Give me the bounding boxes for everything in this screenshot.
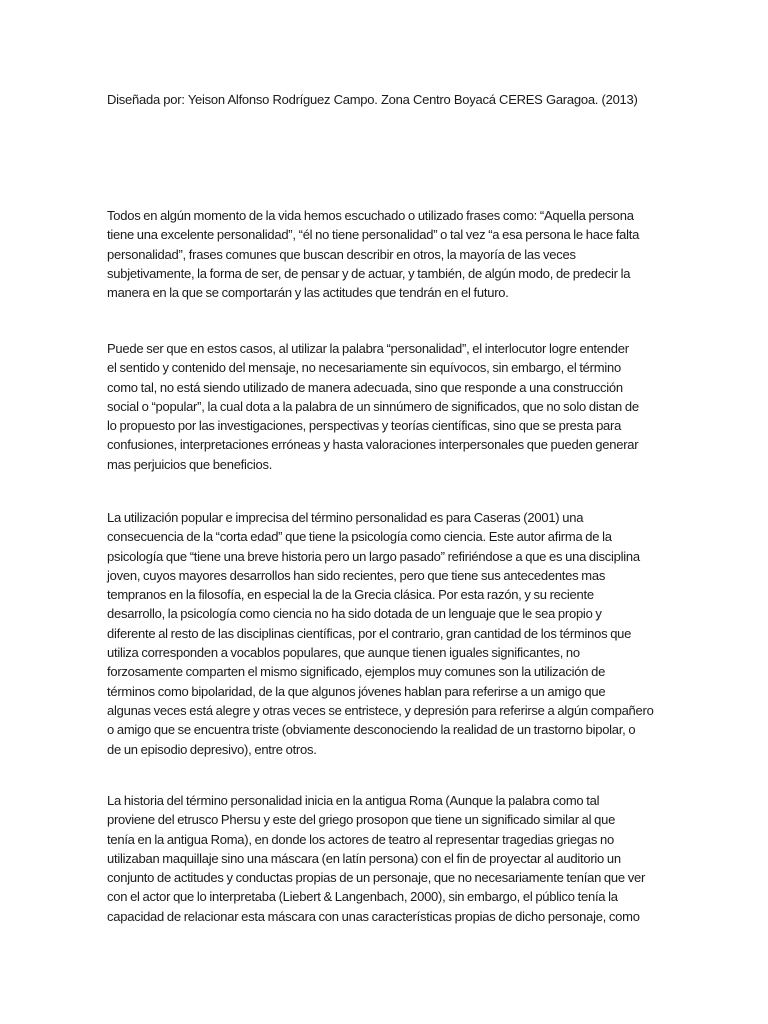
paragraph-line: La utilización popular e imprecisa del término personalidad es para Caseras (2001) una <box>107 510 584 525</box>
paragraph-line: utilizaban maquillaje sino una máscara (en latín persona) con el fin de proyectar al auditorio un <box>107 850 621 866</box>
paragraph-line: subjetivamente, la forma de ser, de pensar y de actuar, y también, de algún modo, de predecir la <box>107 265 631 281</box>
paragraph-line: como tal, no está siendo utilizado de manera adecuada, sino que responde a una construcción <box>107 379 623 395</box>
paragraph-line: proviene del etrusco Phersu y este del griego prosopon que tiene un significado similar al que <box>107 812 616 828</box>
paragraph-line: capacidad de relacionar esta máscara con unas características propias de dicho personaje, como <box>107 908 640 924</box>
paragraph-line: Todos en algún momento de la vida hemos escuchado o utilizado frases como: “Aquella persona <box>107 208 634 223</box>
paragraph-line: psicología que “tiene una breve historia pero un largo pasado” refiriéndose a que es una disciplina <box>107 548 640 564</box>
paragraph-3 <box>107 508 667 759</box>
paragraph-line: utiliza corresponden a vocablos populares, que aunque tienen iguales significantes, no <box>107 645 580 661</box>
paragraph-line: o amigo que se encuentra triste (obviamente desconociendo la realidad de un trastorno bipolar, o <box>107 722 636 738</box>
paragraph-line: social o “popular”, la cual dota a la palabra de un sinnúmero de significados, que no solo distan de <box>107 398 639 414</box>
paragraph-line: el sentido y contenido del mensaje, no necesariamente sin equívocos, sin embargo, el término <box>107 360 621 376</box>
paragraph-line: manera en la que se comportarán y las actitudes que tendrán en el futuro. <box>107 285 509 301</box>
paragraph-line: de un episodio depresivo), entre otros. <box>107 741 317 757</box>
paragraph-line: lo propuesto por las investigaciones, perspectivas y teorías científicas, sino que se presta para <box>107 418 622 434</box>
paragraph-line: mas perjuicios que beneficios. <box>107 456 273 472</box>
paragraph-line: diferente al resto de las disciplinas científicas, por el contrario, gran cantidad de los términos que <box>107 625 632 641</box>
paragraph-line: tiene una excelente personalidad”, “él no tiene personalidad” o tal vez “a esa persona le hace falta <box>107 227 640 243</box>
paragraph-line: tenía en la antigua Roma), en donde los actores de teatro al representar tragedias griegas no <box>107 831 614 847</box>
paragraph-line: personalidad”, frases comunes que buscan describir en otros, la mayoría de las veces <box>107 246 576 262</box>
paragraph-line: confusiones, interpretaciones erróneas y hasta valoraciones interpersonales que pueden generar <box>107 437 639 453</box>
paragraph-line: algunas veces está alegre y otras veces se entristece, y depresión para referirse a algún compañero <box>107 702 654 718</box>
paragraph-4 <box>107 791 667 926</box>
paragraph-line: forzosamente comparten el mismo significado, ejemplos muy comunes son la utilización de <box>107 664 606 680</box>
paragraph-line: desarrollo, la psicología como ciencia no ha sido dotada de un lenguaje que le sea propio y <box>107 606 602 622</box>
paragraph-1 <box>107 206 667 302</box>
paragraph-line: La historia del término personalidad inicia en la antigua Roma (Aunque la palabra como tal <box>107 793 600 808</box>
paragraph-line: consecuencia de la “corta edad” que tiene la psicología como ciencia. Este autor afirma de la <box>107 529 612 545</box>
paragraph-line: joven, cuyos mayores desarrollos han sido recientes, pero que tiene sus antecedentes mas <box>107 567 606 583</box>
paragraph-line: tempranos en la filosofía, en especial la de la Grecia clásica. Por esta razón, y su reciente <box>107 587 594 603</box>
paragraph-line: conjunto de actitudes y conductas propias de un personaje, que no necesariamente tenían que ver <box>107 870 646 886</box>
paragraph-line: Puede ser que en estos casos, al utilizar la palabra “personalidad”, el interlocutor logre entender <box>107 341 629 356</box>
paragraph-line: con el actor que lo interpretaba (Liebert & Langenbach, 2000), sin embargo, el público tenía la <box>107 889 618 905</box>
document-author-credit: Diseñada por: Yeison Alfonso Rodríguez Campo. Zona Centro Boyacá CERES Garagoa. (2013) <box>107 92 638 107</box>
paragraph-2 <box>107 339 667 474</box>
paragraph-line: términos como bipolaridad, de la que algunos jóvenes hablan para referirse a un amigo que <box>107 683 606 699</box>
